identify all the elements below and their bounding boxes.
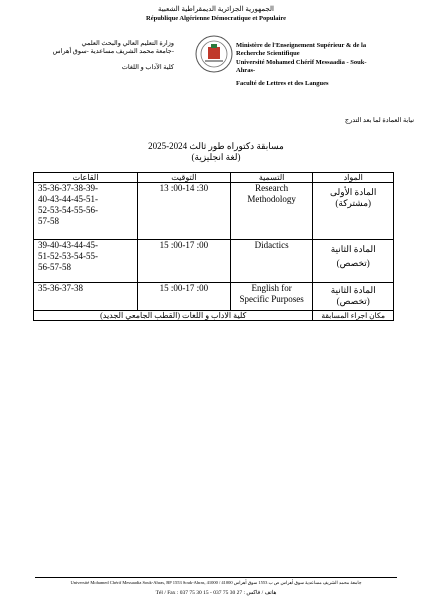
table-row xyxy=(34,183,394,240)
time-cell: 15 :00-17 :00 xyxy=(138,283,231,311)
rooms-line: 51-52-53-54-55- xyxy=(38,251,98,261)
header-rooms: القاعات xyxy=(34,173,138,183)
republic-arabic: الجمهورية الجزائرية الديمقراطية الشعبية xyxy=(158,5,274,13)
faculty-arabic: كلية الآداب و اللغات xyxy=(121,64,174,71)
name-line: Methodology xyxy=(247,194,296,204)
page-title: مسابقة دكتوراه طور ثالث 2024-2025 xyxy=(148,141,284,151)
name-cell xyxy=(230,283,313,311)
ministry-french-line1: Ministère de l'Enseignement Supérieur & de la xyxy=(236,42,367,49)
department-label: نيابة العمادة لما بعد التدرج xyxy=(344,117,414,124)
subject-cell xyxy=(313,183,394,240)
name-line: Research xyxy=(255,183,289,193)
subject-note: (مشتركة) xyxy=(335,198,372,208)
subject-cell xyxy=(313,240,394,283)
header-name: التسمية xyxy=(230,173,313,183)
table-footer-row xyxy=(34,311,394,321)
name-line: English for xyxy=(251,283,292,293)
header-time: التوقيت xyxy=(138,173,231,183)
subject-note: (تخصص) xyxy=(336,296,370,306)
rooms-line: 35-36-37-38 xyxy=(38,283,83,293)
footer-address: Université Mohamed Chérif Messaadia Souk-Ahras, BP 1553 Souk-Ahras, 41000 / جامعة محمد الشريف مساعدية سوق أهراس ص ب 1553 سوق أهراس 41000 xyxy=(70,580,362,585)
rooms-cell xyxy=(34,240,138,283)
subject-line: المادة الثانية xyxy=(330,285,376,295)
ministry-arabic-line1: وزارة التعليم العالي والبحث العلمي xyxy=(81,40,174,47)
subject-cell xyxy=(313,283,394,311)
venue-label: مكان اجراء المسابقة xyxy=(313,311,394,321)
rooms-line: 57-58 xyxy=(38,216,59,226)
university-french-line2: Ahras- xyxy=(236,67,256,74)
venue-value: كلية الاداب و اللغات (القطب الجامعي الجديد) xyxy=(34,311,313,321)
rooms-line: 39-40-43-44-45- xyxy=(38,240,98,250)
header-subject: المواد xyxy=(313,173,394,183)
rooms-cell xyxy=(34,183,138,240)
subject-note: (تخصص) xyxy=(336,258,370,268)
table-row xyxy=(34,283,394,311)
university-logo xyxy=(194,34,234,74)
schedule-table xyxy=(33,172,394,321)
rooms-line: 40-43-44-45-51- xyxy=(38,194,98,204)
rooms-line: 52-53-54-55-56- xyxy=(38,205,98,215)
time-cell: 15 :00-17 :00 xyxy=(138,240,231,283)
rooms-line: 56-57-58 xyxy=(38,262,71,272)
page-subtitle: (لغة انجليزية) xyxy=(191,152,241,162)
rooms-cell xyxy=(34,283,138,311)
subject-line: المادة الثانية xyxy=(330,244,376,254)
footer-divider xyxy=(35,577,397,578)
ministry-arabic-line2: جامعة محمد الشريف مساعدية -سوق أهراس- xyxy=(52,48,174,55)
name-cell xyxy=(230,240,313,283)
name-line: Specific Purposes xyxy=(239,294,304,304)
name-line: Didactics xyxy=(254,240,289,250)
time-cell: 13 :00-14 :30 xyxy=(138,183,231,240)
rooms-line: 35-36-37-38-39- xyxy=(38,183,98,193)
university-french-line1: Université Mohamed Chérif Messaadia - Souk- xyxy=(236,59,367,66)
footer-phone: Tél / Fax : 037 75 30 15 - 037 75 30 27 : هاتف / فاكس xyxy=(155,590,277,596)
name-cell xyxy=(230,183,313,240)
table-row xyxy=(34,240,394,283)
table-header-row xyxy=(34,173,394,183)
subject-line: المادة الأولى xyxy=(330,187,377,197)
ministry-french-line2: Recherche Scientifique xyxy=(236,50,300,57)
faculty-french: Faculté de Lettres et des Langues xyxy=(236,80,329,87)
republic-french: République Algérienne Démocratique et Populaire xyxy=(146,15,286,22)
